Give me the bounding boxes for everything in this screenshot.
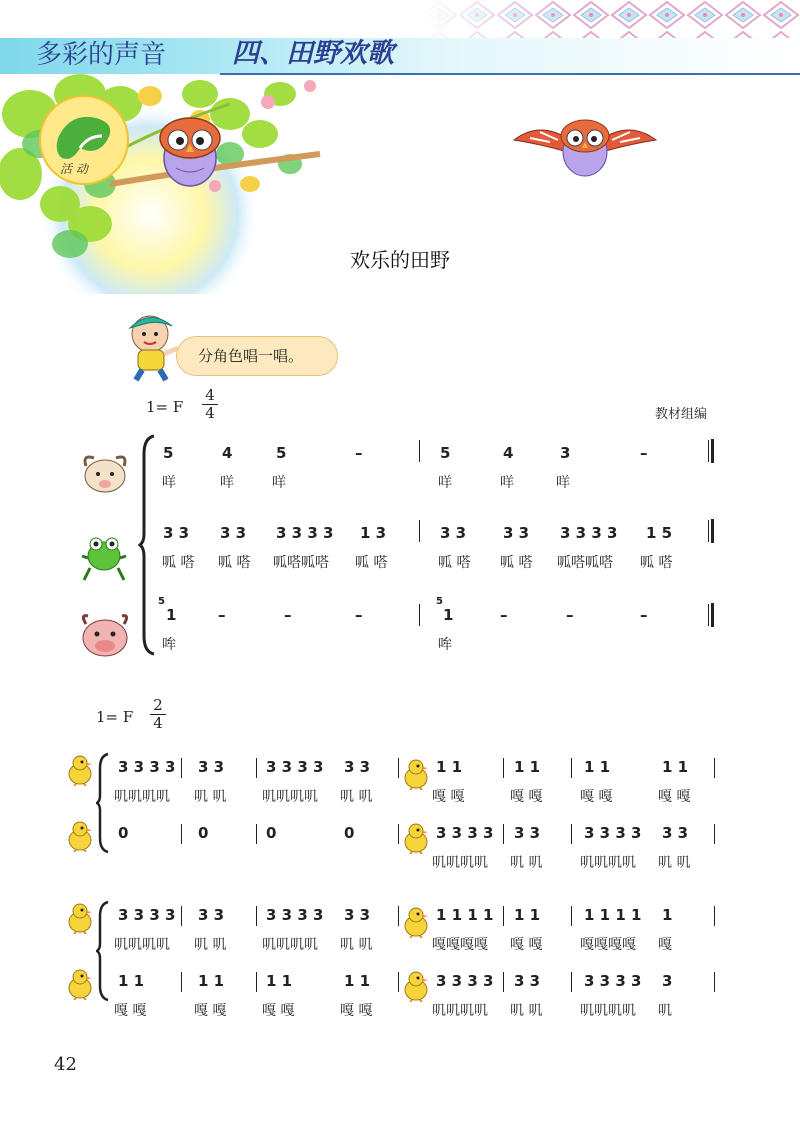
owl-illustration	[156, 110, 224, 190]
chick-icon	[402, 970, 430, 1002]
score2-note: 3 3 3 3	[266, 758, 324, 776]
score1-barline-middle	[419, 440, 420, 462]
sheep-note: 5	[276, 444, 287, 462]
frog-lyric: 呱 嗒	[162, 555, 195, 571]
score1-barline-end	[708, 440, 709, 462]
barline	[398, 972, 399, 992]
instruction-text: 分角色唱一唱。	[198, 347, 304, 365]
score2-note: 1 1	[436, 758, 463, 776]
score2-lyric: 叽 叽	[658, 855, 691, 871]
cow-note: –	[640, 606, 648, 624]
score2-lyric: 嘎 嘎	[114, 1003, 147, 1019]
frog-note: 1 5	[646, 524, 673, 542]
score2-lyric: 叽 叽	[510, 855, 543, 871]
score2-note: 1 1	[266, 972, 293, 990]
score2-note: 3 3	[198, 906, 225, 924]
sheep-note: –	[355, 444, 363, 462]
chick-icon	[402, 758, 430, 790]
score2-note: 3	[662, 972, 673, 990]
score2-note: 3 3 3 3	[584, 972, 642, 990]
score2-lyric: 叽叽叽叽	[114, 937, 170, 953]
key-signature-1: 1= F	[146, 398, 184, 416]
barline	[503, 906, 504, 926]
barline	[398, 824, 399, 844]
barline	[181, 758, 182, 778]
score2-brace	[96, 900, 110, 1002]
chick-icon	[402, 906, 430, 938]
score2-lyric: 嘎 嘎	[510, 789, 543, 805]
score2-note: 3 3	[198, 758, 225, 776]
score2-lyric: 嘎 嘎	[262, 1003, 295, 1019]
chick-icon	[402, 822, 430, 854]
score2-lyric: 叽 叽	[194, 789, 227, 805]
cow-note: –	[284, 606, 292, 624]
time-signature-2-top: 2	[153, 696, 163, 714]
barline	[398, 758, 399, 778]
frog-lyric: 呱嗒呱嗒	[273, 555, 329, 571]
frog-icon	[80, 528, 128, 584]
score2-lyric: 叽叽叽叽	[580, 855, 636, 871]
barline	[256, 972, 257, 992]
score2-lyric: 叽 叽	[340, 937, 373, 953]
score2-note: 1 1	[514, 758, 541, 776]
final-barline	[714, 972, 715, 992]
sheep-note: 4	[222, 444, 233, 462]
sheep-note: 5	[163, 444, 174, 462]
frog-note: 1 3	[360, 524, 387, 542]
frog-lyric: 呱 嗒	[640, 555, 673, 571]
score2-lyric: 嘎 嘎	[658, 789, 691, 805]
score2-lyric: 嘎	[658, 937, 672, 953]
score1-barline-end	[708, 604, 709, 626]
score2-lyric: 叽叽叽叽	[432, 1003, 488, 1019]
score2-note: 1 1	[198, 972, 225, 990]
sheep-lyric: 咩	[220, 475, 234, 491]
cow-note: –	[355, 606, 363, 624]
score2-note: 0	[198, 824, 209, 842]
score2-lyric: 叽叽叽叽	[432, 855, 488, 871]
score2-note: 1 1	[118, 972, 145, 990]
score2-note: 0	[266, 824, 277, 842]
score1-barline-end	[708, 520, 709, 542]
frog-note: 3 3	[220, 524, 247, 542]
cow-note: –	[500, 606, 508, 624]
frog-lyric: 呱 嗒	[355, 555, 388, 571]
score2-note: 3 3	[344, 758, 371, 776]
cow-lyric: 哞	[438, 637, 452, 653]
final-barline	[714, 906, 715, 926]
score2-note: 1 1	[584, 758, 611, 776]
score1-brace	[138, 434, 158, 656]
score2-note: 0	[118, 824, 129, 842]
sheep-lyric: 咩	[438, 475, 452, 491]
sheep-lyric: 咩	[556, 475, 570, 491]
cow-grace-note: 5	[436, 596, 443, 607]
chick-icon	[66, 968, 94, 1000]
score2-lyric: 叽叽叽叽	[262, 937, 318, 953]
cow-note: –	[218, 606, 226, 624]
score2-lyric: 叽叽叽叽	[262, 789, 318, 805]
chick-icon	[66, 902, 94, 934]
cow-note: 1	[166, 606, 177, 624]
chapter-title: 四、田野欢歌	[232, 38, 394, 69]
score2-note: 3 3 3 3	[436, 824, 494, 842]
frog-note: 3 3	[503, 524, 530, 542]
song-title: 欢乐的田野	[350, 248, 450, 272]
score2-note: 3 3	[514, 972, 541, 990]
score2-lyric: 叽叽叽叽	[114, 789, 170, 805]
key-signature-2: 1= F	[96, 708, 134, 726]
time-signature-2-bottom: 4	[153, 714, 163, 732]
score1-barline-middle	[419, 520, 420, 542]
score2-note: 1	[662, 906, 673, 924]
score2-lyric: 嘎 嘎	[340, 1003, 373, 1019]
final-barline	[714, 758, 715, 778]
barline	[256, 906, 257, 926]
flying-owl-illustration	[510, 110, 660, 180]
score2-note: 1 1	[514, 906, 541, 924]
time-signature-1-top: 4	[205, 386, 215, 404]
barline	[503, 972, 504, 992]
sheep-lyric: 咩	[500, 475, 514, 491]
sheep-note: 4	[503, 444, 514, 462]
cow-note: 1	[443, 606, 454, 624]
score2-lyric: 叽 叽	[194, 937, 227, 953]
score1-barline-middle	[419, 604, 420, 626]
barline	[571, 972, 572, 992]
time-signature-1	[202, 388, 218, 421]
sheep-lyric: 咩	[272, 475, 286, 491]
score2-note: 3 3 3 3	[436, 972, 494, 990]
barline	[571, 824, 572, 844]
section-title: 多彩的声音	[36, 40, 167, 70]
score2-note: 1 1 1 1	[584, 906, 642, 924]
chick-icon	[66, 754, 94, 786]
score2-note: 3 3	[514, 824, 541, 842]
barline	[256, 824, 257, 844]
frog-lyric: 呱 嗒	[218, 555, 251, 571]
time-signature-2	[150, 698, 166, 731]
barline	[571, 906, 572, 926]
cow-lyric: 哞	[162, 637, 176, 653]
score2-note: 3 3 3 3	[266, 906, 324, 924]
score2-note: 3 3 3 3	[118, 906, 176, 924]
score2-note: 1 1	[662, 758, 689, 776]
score2-lyric: 嘎嘎嘎嘎	[580, 937, 636, 953]
barline	[256, 758, 257, 778]
sheep-icon	[80, 450, 130, 496]
score2-lyric: 叽 叽	[510, 1003, 543, 1019]
score2-note: 3 3	[344, 906, 371, 924]
score2-lyric: 嘎 嘎	[432, 789, 465, 805]
score2-lyric: 叽	[658, 1003, 672, 1019]
frog-lyric: 呱 嗒	[500, 555, 533, 571]
score2-note: 3 3 3 3	[584, 824, 642, 842]
sheep-note: –	[640, 444, 648, 462]
score2-note: 3 3 3 3	[118, 758, 176, 776]
score2-lyric: 嘎嘎嘎嘎	[432, 937, 488, 953]
frog-lyric: 呱 嗒	[438, 555, 471, 571]
score2-lyric: 嘎 嘎	[194, 1003, 227, 1019]
barline	[181, 906, 182, 926]
frog-note: 3 3 3 3	[276, 524, 334, 542]
score2-brace	[96, 752, 110, 854]
score2-note: 1 1 1 1	[436, 906, 494, 924]
time-signature-1-bottom: 4	[205, 404, 215, 422]
composer-credit: 教材组编	[655, 407, 708, 422]
activity-badge-label: 活 动	[60, 162, 88, 176]
page-number: 42	[54, 1054, 77, 1075]
score2-note: 3 3	[662, 824, 689, 842]
barline	[181, 824, 182, 844]
frog-note: 3 3	[440, 524, 467, 542]
frog-note: 3 3 3 3	[560, 524, 618, 542]
score2-note: 0	[344, 824, 355, 842]
cow-icon	[78, 612, 132, 660]
score2-lyric: 嘎 嘎	[510, 937, 543, 953]
score2-lyric: 叽叽叽叽	[580, 1003, 636, 1019]
frog-note: 3 3	[163, 524, 190, 542]
final-barline	[714, 824, 715, 844]
sheep-lyric: 咩	[162, 475, 176, 491]
score2-lyric: 嘎 嘎	[580, 789, 613, 805]
sheep-note: 5	[440, 444, 451, 462]
barline	[571, 758, 572, 778]
frog-lyric: 呱嗒呱嗒	[557, 555, 613, 571]
cow-note: –	[566, 606, 574, 624]
barline	[181, 972, 182, 992]
score2-lyric: 叽 叽	[340, 789, 373, 805]
chick-icon	[66, 820, 94, 852]
score2-note: 1 1	[344, 972, 371, 990]
barline	[503, 758, 504, 778]
barline	[503, 824, 504, 844]
barline	[398, 906, 399, 926]
sheep-note: 3	[560, 444, 571, 462]
cow-grace-note: 5	[158, 596, 165, 607]
